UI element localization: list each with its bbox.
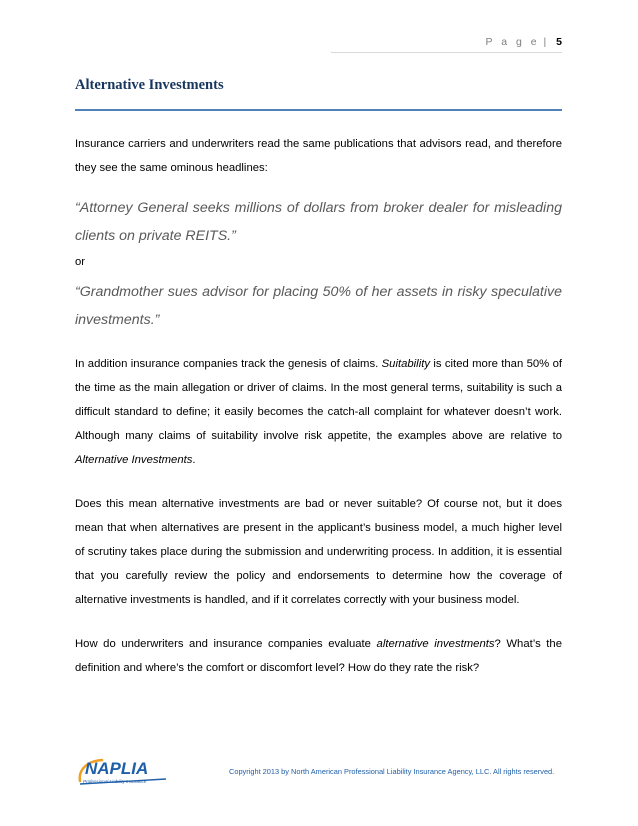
page-separator: |: [543, 36, 547, 48]
suitability-emphasis: Suitability: [381, 358, 430, 370]
section-title: Alternative Investments: [75, 77, 224, 93]
logo-subtext: Professional Liability Insurance: [83, 779, 147, 784]
or-text: or: [75, 256, 86, 268]
naplia-logo: [76, 757, 170, 789]
logo-text: NAPLIA: [85, 759, 149, 778]
alternative-investments-italic: alternative investments: [376, 638, 495, 650]
copyright-notice: Copyright 2013 by North American Professional Liability Insurance Agency, LLC. All rights reserved.: [229, 767, 555, 776]
suitability-text-3: .: [192, 454, 196, 466]
scrutiny-paragraph: Does this mean alternative investments are bad or never suitable? Of course not, but it does mean that when alternatives are present in the applicant’s business model, a much higher level of scrutiny takes place during the submission and underwriting process. In addition, it is essential that you carefully review the policy and endorsements to determine how the coverage of alternative investments is handled, and if it correlates correctly with your business model.: [75, 498, 562, 606]
document-body: [75, 132, 562, 680]
suitability-text-2: is cited more than 50% of the time as the main allegation or driver of claims. In the most general terms, suitability is such a difficult standard to define; it easily becomes the catch-all complaint for whatever doesn’t work. Although many claims of suitability involve risk appetite, the examples above are relative to: [75, 358, 562, 442]
headline-quote-2: “Grandmother sues advisor for placing 50% of her assets in risky speculative investments.”: [75, 284, 562, 328]
page-number: 5: [556, 36, 562, 48]
questions-paragraph: [75, 632, 562, 680]
questions-text-2: ? What’s the definition and where’s the comfort or discomfort level? How do they rate the risk?: [75, 638, 562, 674]
intro-paragraph: Insurance carriers and underwriters read the same publications that advisors read, and therefore they see the same ominous headlines:: [75, 138, 562, 174]
headline-quote-1: “Attorney General seeks millions of dollars from broker dealer for misleading clients on private REITS.”: [75, 200, 562, 244]
suitability-paragraph: [75, 352, 562, 472]
header-divider: [331, 52, 562, 53]
alternative-investments-emphasis: Alternative Investments: [75, 454, 193, 466]
suitability-text-1: In addition insurance companies track the genesis of claims.: [75, 358, 382, 370]
questions-text-1: How do underwriters and insurance companies evaluate: [75, 638, 377, 650]
title-underline: [75, 109, 562, 111]
page-number-header: [485, 36, 562, 48]
page-label: P a g e: [485, 36, 540, 48]
